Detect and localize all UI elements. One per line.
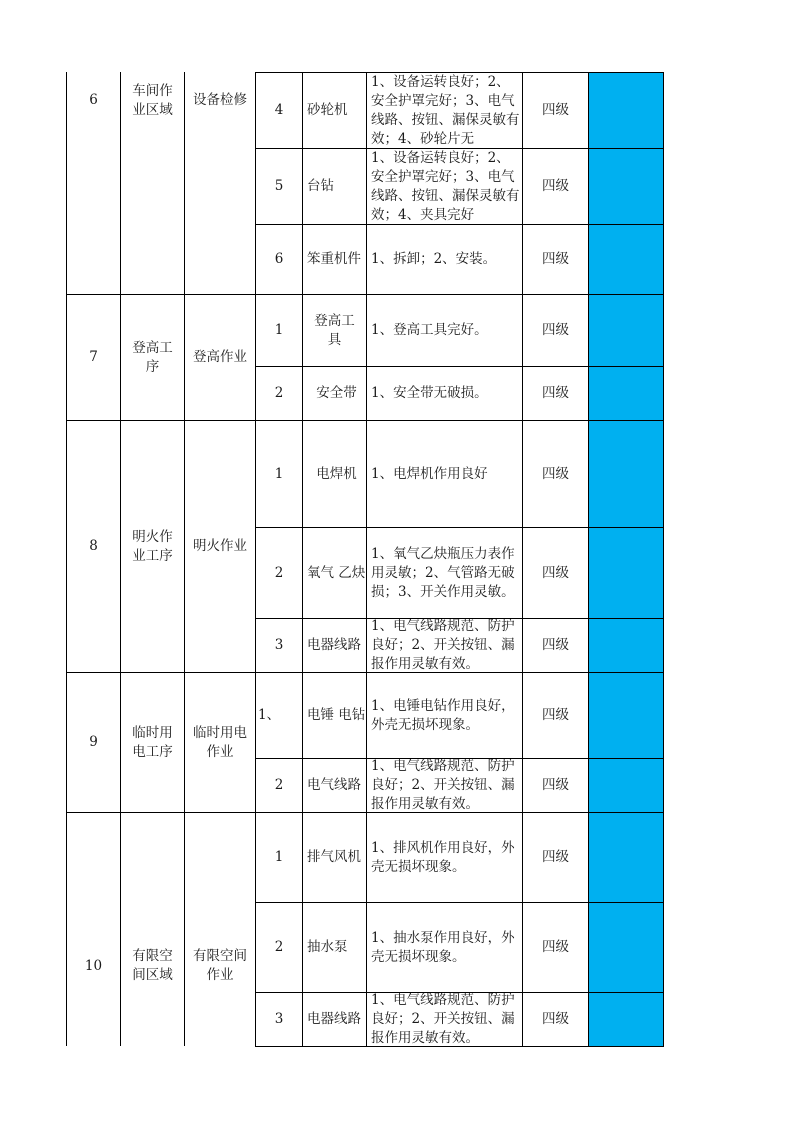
equipment-name: 电焊机	[316, 465, 357, 482]
group-area: 有限空间区域	[132, 948, 173, 983]
highlight-cell	[589, 619, 663, 672]
group-area: 车间作业区域	[132, 83, 173, 118]
risk-level: 四级	[542, 1011, 569, 1027]
row-index: 5	[274, 178, 284, 194]
risk-level: 四级	[542, 564, 569, 581]
risk-level: 四级	[542, 322, 569, 338]
highlight-cell	[589, 813, 663, 902]
check-items: 1、排风机作用良好，外壳无损坏现象。	[371, 839, 515, 875]
highlight-cell	[589, 367, 663, 420]
equipment-name: 砂轮机	[307, 102, 348, 118]
row-index: 2	[274, 564, 284, 581]
row-index: 3	[274, 637, 284, 653]
highlight-cell	[589, 528, 663, 618]
group-operation: 临时用电作业	[193, 724, 247, 760]
highlight-cell	[589, 295, 663, 366]
group-area: 临时用电工序	[132, 724, 173, 760]
equipment-name: 电气线路	[307, 777, 361, 793]
equipment-name: 台钻	[307, 178, 334, 194]
row-index: 2	[274, 777, 284, 793]
row-index: 1	[274, 849, 284, 865]
risk-level: 四级	[542, 251, 569, 267]
highlight-cell	[589, 993, 663, 1046]
row-index: 1	[274, 322, 284, 338]
group-operation: 登高作业	[193, 349, 247, 365]
group-number: 9	[89, 734, 98, 750]
check-items: 1、抽水泵作用良好，外壳无损坏现象。	[371, 929, 515, 965]
equipment-name: 电锤 电钻	[307, 707, 366, 723]
row-index: 2	[274, 385, 284, 401]
equipment-name: 安全带	[316, 385, 357, 401]
group-area: 登高工序	[132, 339, 173, 375]
group-operation: 明火作业	[193, 538, 247, 554]
check-items: 1、登高工具完好。	[371, 322, 488, 338]
highlight-cell	[589, 225, 663, 294]
highlight-cell	[589, 759, 663, 812]
check-items: 1、设备运转良好；2、安全护罩完好；3、电气线路、按钮、漏保灵敏有效；4、砂轮片无	[371, 74, 520, 147]
group-operation: 设备检修	[193, 92, 247, 108]
check-items: 1、电气线路规范、防护良好；2、开关按钮、漏报作用灵敏有效。	[371, 759, 515, 812]
risk-level: 四级	[542, 385, 569, 401]
check-items: 1、拆卸；2、安装。	[371, 251, 497, 267]
row-index: 6	[274, 251, 284, 267]
highlight-cell	[589, 421, 663, 527]
equipment-name: 排气风机	[307, 849, 361, 865]
row-index: 4	[274, 102, 284, 118]
equipment-name: 电器线路	[307, 1011, 361, 1027]
check-items: 1、安全带无破损。	[371, 385, 488, 401]
risk-level: 四级	[542, 707, 569, 723]
check-items: 1、氧气乙炔瓶压力表作用灵敏；2、气管路无破损；3、开关作用灵敏。	[371, 545, 515, 600]
equipment-name: 电器线路	[307, 637, 361, 653]
group-number: 8	[89, 538, 98, 554]
row-index: 1、	[258, 707, 281, 723]
row-index: 1	[274, 465, 284, 482]
group-number: 6	[89, 92, 98, 108]
highlight-cell	[589, 73, 663, 148]
check-items: 1、电锤电钻作用良好，外壳无损坏现象。	[371, 697, 515, 733]
group-operation: 有限空间作业	[193, 948, 247, 983]
equipment-name: 氧气 乙炔	[307, 564, 366, 581]
group-number: 7	[89, 349, 98, 365]
check-items: 1、设备运转良好；2、安全护罩完好；3、电气线路、按钮、漏保灵敏有效；4、夹具完好	[371, 150, 520, 223]
check-items: 1、电气线路规范、防护良好；2、开关按钮、漏报作用灵敏有效。	[371, 993, 515, 1046]
risk-level: 四级	[542, 939, 569, 955]
risk-level: 四级	[542, 102, 569, 118]
highlight-cell	[589, 673, 663, 758]
risk-level: 四级	[542, 178, 569, 194]
risk-level: 四级	[542, 849, 569, 865]
equipment-name: 笨重机件	[307, 251, 361, 267]
check-items: 1、电气线路规范、防护良好；2、开关按钮、漏报作用灵敏有效。	[371, 619, 515, 672]
group-area: 明火作业工序	[132, 528, 173, 564]
highlight-cell	[589, 903, 663, 992]
equipment-name: 抽水泵	[307, 939, 348, 955]
risk-level: 四级	[542, 777, 569, 793]
risk-level: 四级	[542, 637, 569, 653]
risk-level: 四级	[542, 465, 569, 482]
equipment-name: 登高工具	[314, 312, 355, 348]
highlight-cell	[589, 149, 663, 224]
group-number: 10	[84, 957, 103, 974]
check-items: 1、电焊机作用良好	[371, 465, 488, 482]
row-index: 2	[274, 939, 284, 955]
row-index: 3	[274, 1011, 284, 1027]
